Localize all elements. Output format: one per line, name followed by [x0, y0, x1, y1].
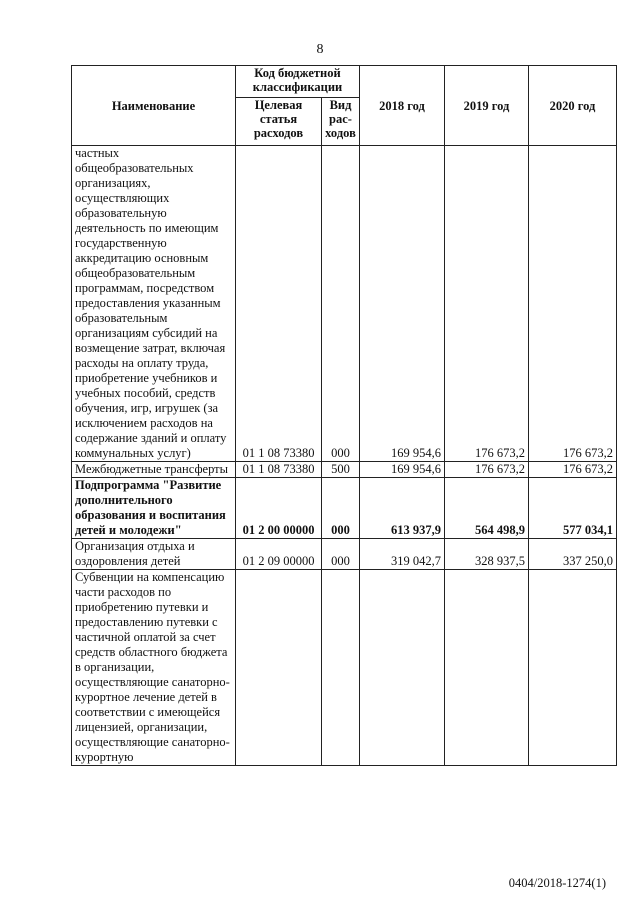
- header-expense-type: Вид рас-ходов: [322, 98, 360, 146]
- row-name: Межбюджетные трансферты: [72, 462, 236, 478]
- table-row: [72, 462, 617, 478]
- row-2018: 613 937,9: [360, 478, 445, 539]
- row-kind: 000: [322, 478, 360, 539]
- row-kind: [322, 570, 360, 766]
- header-target-article: Целевая статья расходов: [236, 98, 322, 146]
- table-row: [72, 539, 617, 570]
- row-2020: [529, 570, 617, 766]
- row-2019: 328 937,5: [445, 539, 529, 570]
- budget-table: [71, 65, 617, 766]
- row-code: [236, 570, 322, 766]
- table-row: [72, 570, 617, 766]
- header-code-group: Код бюджетной классификации: [236, 66, 360, 98]
- row-kind: 000: [322, 539, 360, 570]
- row-name: Субвенции на компенсацию части расходов по приобретению путевки и предоставлению путевки с частичной оплатой за счет средств областного бюджета в организации, осуществляющие санаторно-курортное лечение детей в соответствии с имеющейся лицензией, организации, осуществляющие санаторно-курортную: [72, 570, 236, 766]
- row-code: 01 2 00 00000: [236, 478, 322, 539]
- row-2018: 319 042,7: [360, 539, 445, 570]
- row-code: 01 2 09 00000: [236, 539, 322, 570]
- header-year-2018: 2018 год: [360, 66, 445, 146]
- row-2019: 176 673,2: [445, 462, 529, 478]
- row-2019: 564 498,9: [445, 478, 529, 539]
- row-2018: [360, 570, 445, 766]
- row-name: Подпрограмма "Развитие дополнительного образования и воспитания детей и молодежи": [72, 478, 236, 539]
- row-2020: 337 250,0: [529, 539, 617, 570]
- row-code: 01 1 08 73380: [236, 146, 322, 462]
- header-name: Наименование: [72, 66, 236, 146]
- row-2018: 169 954,6: [360, 462, 445, 478]
- header-year-2019: 2019 год: [445, 66, 529, 146]
- header-year-2020: 2020 год: [529, 66, 617, 146]
- row-2020: 176 673,2: [529, 462, 617, 478]
- row-2020: 176 673,2: [529, 146, 617, 462]
- row-2020: 577 034,1: [529, 478, 617, 539]
- table-row: [72, 146, 617, 462]
- row-kind: 500: [322, 462, 360, 478]
- row-2018: 169 954,6: [360, 146, 445, 462]
- document-code-footer: 0404/2018-1274(1): [508, 876, 606, 890]
- row-name: частных общеобразовательных организациях, осуществляющих образовательную деятельность по имеющим государственную аккредитацию основным общеобразовательным программам, посредством предоставления указанным образовательным организациям субсидий на возмещение затрат, включая расходы на оплату труда, приобретение учебников и учебных пособий, средств обучения, игр, игрушек (за исключением расходов на содержание зданий и оплату коммунальных услуг): [72, 146, 236, 462]
- row-kind: 000: [322, 146, 360, 462]
- row-2019: 176 673,2: [445, 146, 529, 462]
- table-row: [72, 478, 617, 539]
- row-name: Организация отдыха и оздоровления детей: [72, 539, 236, 570]
- row-code: 01 1 08 73380: [236, 462, 322, 478]
- page-number: 8: [316, 42, 324, 57]
- row-2019: [445, 570, 529, 766]
